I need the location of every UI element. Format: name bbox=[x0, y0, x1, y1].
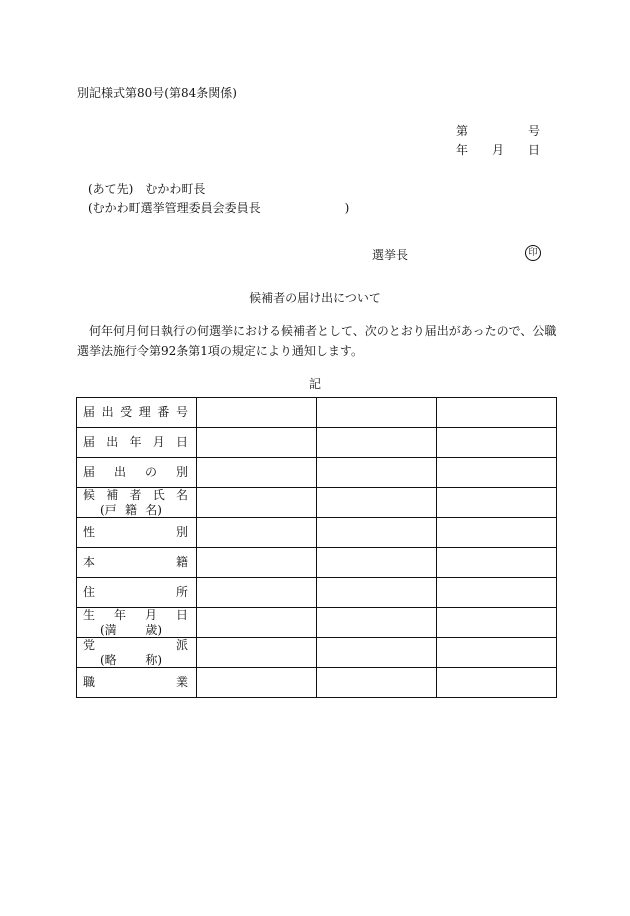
table-row bbox=[77, 428, 557, 458]
row-label bbox=[77, 405, 196, 420]
label-char: 出 bbox=[101, 405, 114, 419]
table-row bbox=[77, 578, 557, 608]
entry-cell[interactable] bbox=[197, 488, 317, 518]
row-label-cell bbox=[77, 398, 197, 428]
entry-cell[interactable] bbox=[197, 548, 317, 578]
label-char: 党 bbox=[83, 638, 96, 652]
entry-cell[interactable] bbox=[437, 548, 557, 578]
sublabel-char: (戸 bbox=[100, 503, 117, 517]
date-year: 年 bbox=[456, 143, 469, 157]
row-label bbox=[77, 608, 196, 623]
row-label bbox=[77, 585, 196, 600]
sender-title: 選挙長 bbox=[372, 248, 409, 262]
row-label-cell bbox=[77, 548, 197, 578]
label-char: 届 bbox=[83, 405, 96, 419]
sublabel-char: (略 bbox=[100, 653, 117, 667]
label-char: 本 bbox=[83, 555, 96, 569]
entry-cell[interactable] bbox=[197, 578, 317, 608]
entry-cell[interactable] bbox=[317, 428, 437, 458]
table-row bbox=[77, 398, 557, 428]
document-title: 候補者の届け出について bbox=[249, 291, 381, 305]
table-row bbox=[77, 668, 557, 698]
entry-cell[interactable] bbox=[437, 608, 557, 638]
label-char: 職 bbox=[83, 675, 96, 689]
entry-cell[interactable] bbox=[197, 638, 317, 668]
entry-cell[interactable] bbox=[437, 638, 557, 668]
entry-cell[interactable] bbox=[437, 458, 557, 488]
row-label bbox=[77, 465, 196, 480]
date-month: 月 bbox=[492, 143, 505, 157]
table-row bbox=[77, 608, 557, 638]
sublabel-char: 名) bbox=[145, 503, 162, 517]
number-suffix: 号 bbox=[528, 124, 541, 138]
ki-heading: 記 bbox=[308, 377, 321, 391]
body-text-line-1: 何年何月何日執行の何選挙における候補者として、次のとおり届出があったので、公職 bbox=[89, 324, 557, 338]
row-sublabel bbox=[77, 503, 196, 517]
label-char: 籍 bbox=[175, 555, 188, 569]
sublabel-char: 歳) bbox=[145, 623, 162, 637]
entry-cell[interactable] bbox=[317, 488, 437, 518]
entry-cell[interactable] bbox=[197, 668, 317, 698]
table-row bbox=[77, 638, 557, 668]
row-sublabel bbox=[77, 653, 196, 667]
row-label-cell bbox=[77, 488, 197, 518]
label-char: 住 bbox=[83, 585, 96, 599]
entry-cell[interactable] bbox=[197, 518, 317, 548]
entry-cell[interactable] bbox=[197, 458, 317, 488]
row-label-cell bbox=[77, 428, 197, 458]
row-label bbox=[77, 675, 196, 690]
date-day: 日 bbox=[528, 143, 541, 157]
label-char: 候 bbox=[83, 488, 96, 502]
row-sublabel bbox=[77, 623, 196, 637]
row-label bbox=[77, 555, 196, 570]
row-label bbox=[77, 488, 196, 503]
label-char: 番 bbox=[157, 405, 170, 419]
row-label bbox=[77, 435, 196, 450]
entry-cell[interactable] bbox=[197, 428, 317, 458]
label-char: 派 bbox=[175, 638, 188, 652]
entry-cell[interactable] bbox=[437, 428, 557, 458]
sublabel-char: (満 bbox=[100, 623, 117, 637]
row-label-cell bbox=[77, 638, 197, 668]
label-char: 生 bbox=[83, 608, 96, 622]
label-char: 理 bbox=[138, 405, 151, 419]
addressee-line-1: (あて先) むかわ町長 bbox=[88, 182, 206, 196]
entry-cell[interactable] bbox=[317, 518, 437, 548]
label-char: 出 bbox=[106, 435, 119, 449]
entry-cell[interactable] bbox=[437, 518, 557, 548]
entry-cell[interactable] bbox=[317, 398, 437, 428]
entry-cell[interactable] bbox=[437, 668, 557, 698]
label-char: 日 bbox=[175, 435, 188, 449]
entry-cell[interactable] bbox=[197, 398, 317, 428]
row-label-cell bbox=[77, 578, 197, 608]
label-char: 届 bbox=[83, 465, 96, 479]
entry-cell[interactable] bbox=[317, 458, 437, 488]
entry-cell[interactable] bbox=[197, 608, 317, 638]
label-char: 受 bbox=[120, 405, 133, 419]
entry-cell[interactable] bbox=[317, 638, 437, 668]
entry-cell[interactable] bbox=[317, 608, 437, 638]
label-char: 名 bbox=[175, 488, 188, 502]
body-text-line-2: 選挙法施行令第92条第1項の規定により通知します。 bbox=[77, 344, 363, 358]
seal-mark: 印 bbox=[525, 245, 541, 261]
entry-cell[interactable] bbox=[437, 488, 557, 518]
label-char: 者 bbox=[129, 488, 142, 502]
label-char: 年 bbox=[113, 608, 126, 622]
row-label-cell bbox=[77, 608, 197, 638]
label-char: 年 bbox=[129, 435, 142, 449]
row-label-cell bbox=[77, 458, 197, 488]
entry-cell[interactable] bbox=[317, 578, 437, 608]
form-number: 別記様式第80号(第84条関係) bbox=[77, 86, 237, 100]
label-char: 別 bbox=[175, 465, 188, 479]
table-row bbox=[77, 518, 557, 548]
entry-cell[interactable] bbox=[317, 668, 437, 698]
row-label-cell bbox=[77, 518, 197, 548]
number-prefix: 第 bbox=[456, 124, 469, 138]
row-label bbox=[77, 525, 196, 540]
table-row bbox=[77, 548, 557, 578]
table-row bbox=[77, 458, 557, 488]
addressee-line-2: (むかわ町選挙管理委員会委員長 ) bbox=[88, 201, 350, 215]
label-char: の bbox=[144, 465, 157, 479]
row-label-cell bbox=[77, 668, 197, 698]
label-char: 業 bbox=[175, 675, 188, 689]
label-char: 号 bbox=[175, 405, 188, 419]
notification-table bbox=[76, 397, 557, 698]
label-char: 氏 bbox=[152, 488, 165, 502]
label-char: 月 bbox=[144, 608, 157, 622]
label-char: 別 bbox=[175, 525, 188, 539]
label-char: 出 bbox=[113, 465, 126, 479]
entry-cell[interactable] bbox=[437, 578, 557, 608]
row-label bbox=[77, 638, 196, 653]
label-char: 日 bbox=[175, 608, 188, 622]
label-char: 届 bbox=[83, 435, 96, 449]
label-char: 月 bbox=[152, 435, 165, 449]
label-char: 所 bbox=[175, 585, 188, 599]
label-char: 性 bbox=[83, 525, 96, 539]
sublabel-char: 称) bbox=[145, 653, 162, 667]
sublabel-char: 籍 bbox=[124, 503, 137, 517]
entry-cell[interactable] bbox=[437, 398, 557, 428]
label-char: 補 bbox=[106, 488, 119, 502]
entry-cell[interactable] bbox=[317, 548, 437, 578]
table-row bbox=[77, 488, 557, 518]
